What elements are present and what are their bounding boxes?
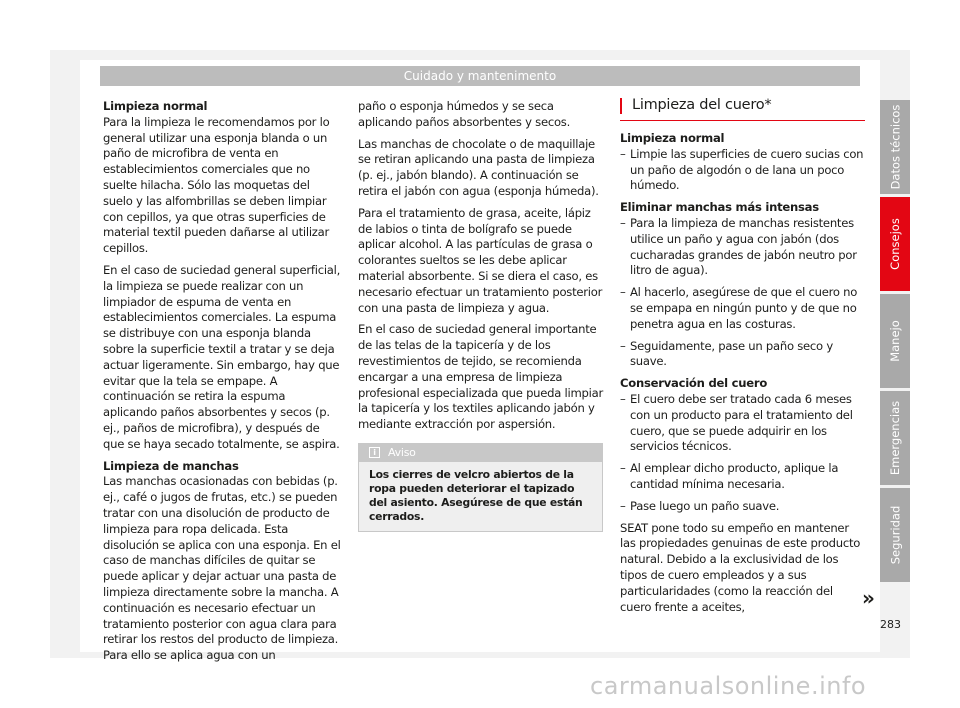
paragraph: Para el tratamiento de grasa, aceite, lápiz de labios o tinta de bolígrafo se puede aplicar alcohol. A las partículas de grasa o colorantes sueltos se les debe aplicar material absorbente. Si se diera el caso, es necesario efectuar un tratamiento posterior con una pasta de limpieza y agua. xyxy=(358,205,603,315)
notice-text: Los cierres de velcro abiertos de la ropa pueden deteriorar el tapizado del asiento. Asegúrese de que están cerrados. xyxy=(369,467,583,523)
chapter-header: Cuidado y mantenimento xyxy=(100,66,860,86)
section-title xyxy=(620,98,865,121)
list-item: – El cuero debe ser tratado cada 6 meses con un producto para el tratamiento del cuero, que se puede adquirir en los servicios técnicos. xyxy=(620,392,865,455)
heading-limpieza-normal-cuero: Limpieza normal xyxy=(620,131,725,145)
paragraph: Las manchas de chocolate o de maquillaje se retiran aplicando una pasta de limpieza (p. ej., jabón blando). A continuación se retira el jabón con agua (esponja húmeda). xyxy=(358,136,599,198)
tab-emergencias[interactable] xyxy=(880,391,910,485)
list-eliminar-manchas xyxy=(620,216,865,370)
heading-eliminar-manchas: Eliminar manchas más intensas xyxy=(620,200,819,215)
column-middle xyxy=(358,99,603,532)
list-item: – Al hacerlo, asegúrese de que el cuero no se empapa en ningún punto y de que no penetra agua en las costuras. xyxy=(620,285,865,332)
list-conservacion xyxy=(620,392,865,515)
tab-label: Manejo xyxy=(888,320,903,362)
list-item: – Al emplear dicho producto, aplique la cantidad mínima necesaria. xyxy=(620,461,865,493)
chapter-tabs xyxy=(880,100,910,585)
list-item: – Limpie las superficies de cuero sucias con un paño de algodón o de lana un poco húmedo. xyxy=(620,147,865,194)
paragraph: SEAT pone todo su empeño en mantener las propiedades genuinas de este producto natural. Debido a la exclusividad de los tipos de cuero empleados y a sus particularidades (como la reacción del cuero frente a aceites, xyxy=(620,520,861,614)
tab-label: Emergencias xyxy=(888,400,903,476)
info-icon: i xyxy=(369,447,380,458)
list-item: – Seguidamente, pase un paño seco y suave. xyxy=(620,339,865,371)
tab-label: Datos técnicos xyxy=(888,104,902,190)
list-limpieza-normal xyxy=(620,147,865,194)
list-item: – Para la limpieza de manchas resistentes utilice un paño y agua con jabón (dos cucharadas grandes de jabón neutro por litro de agua). xyxy=(620,216,865,279)
heading-conservacion: Conservación del cuero xyxy=(620,376,768,391)
tab-manejo[interactable] xyxy=(880,294,910,388)
heading-limpieza-manchas: Limpieza de manchas xyxy=(103,458,239,473)
column-right xyxy=(620,98,865,621)
notice-box xyxy=(358,443,603,532)
column-left xyxy=(103,99,341,670)
tab-label: Consejos xyxy=(888,218,902,270)
paragraph: paño o esponja húmedos y se seca aplicando paños absorbentes y secos. xyxy=(358,99,571,129)
notice-header xyxy=(359,444,602,462)
watermark: carmanualsonline.info xyxy=(590,672,867,700)
paragraph: Las manchas ocasionadas con bebidas (p. ej., café o jugos de frutas, etc.) se pueden tratar con una disolución de producto de limpieza para ropa delicada. Esta disolución se aplica con una esponja. En el caso de manchas difíciles de quitar se puede aplicar y dejar actuar una pasta de limpieza directamente sobre la mancha. A continuación es necesario efectuar un tratamiento posterior con agua clara para retirar los restos del producto de limpieza. Para ello se aplica agua con un xyxy=(103,474,341,663)
notice-label: Aviso xyxy=(388,445,416,459)
continue-arrow-icon: » xyxy=(862,586,875,610)
paragraph: En el caso de suciedad general importante de las telas de la tapicería y de los revestimientos de tejido, se recomienda encargar a una empresa de limpieza profesional especializada que pueda limpiar la tapicería y los textiles aplicando jabón y mediante extracción por aspersión. xyxy=(358,322,603,432)
paragraph: Para la limpieza le recomendamos por lo general utilizar una esponja blanda o un paño de microfibra de venta en establecimientos comerciales que no suelte hilacha. Sólo las moquetas del suelo y las alfombrillas se deben limpiar con cepillos, ya que otras superficies de material textil pueden dañarse al utilizar cepillos. xyxy=(103,114,330,256)
page-number: 283 xyxy=(880,618,901,631)
tab-seguridad[interactable] xyxy=(880,488,910,582)
paragraph: En el caso de suciedad general superficial, la limpieza se puede realizar con un limpiador de espuma de venta en establecimientos comerciales. La espuma se distribuye con una esponja blanda sobre la superficie textil a tratar y se deja actuar ligeramente. Sin embargo, hay que evitar que la tela se empape. A continuación se retira la espuma aplicando paños absorbentes y secos (p. ej., paños de microfibra), y después de que se haya secado totalmente, se aspira. xyxy=(103,262,341,451)
section-title-text: Limpieza del cuero* xyxy=(632,97,772,114)
tab-datos-tecnicos[interactable] xyxy=(880,100,910,194)
list-item: – Pase luego un paño suave. xyxy=(620,499,865,515)
tab-consejos[interactable] xyxy=(880,197,910,291)
tab-label: Seguridad xyxy=(888,505,903,565)
heading-limpieza-normal: Limpieza normal xyxy=(103,99,208,113)
title-accent-bar xyxy=(620,98,622,114)
